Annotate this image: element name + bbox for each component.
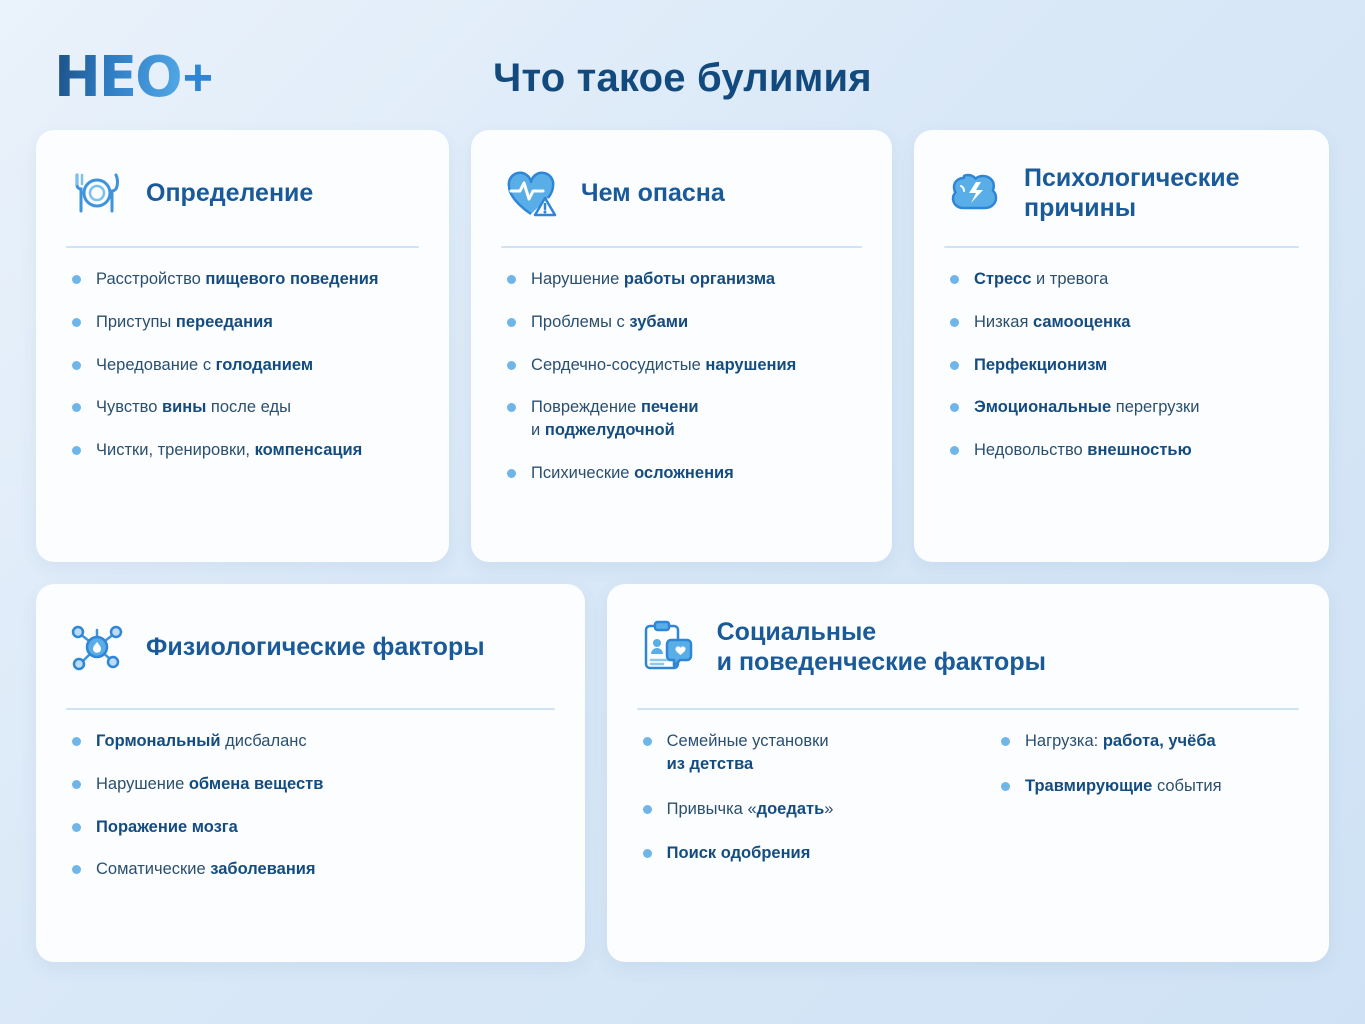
list-item: Расстройство пищевого поведения — [70, 268, 419, 291]
bullet-list — [66, 254, 419, 462]
page-title: Что такое булимия — [493, 56, 872, 100]
list-item: Нагрузка: работа, учёба — [999, 730, 1299, 753]
list-item: Привычка «доедать» — [641, 798, 955, 821]
logo-plus-icon: + — [182, 49, 212, 107]
list-item: Повреждение печени и поджелудочной — [505, 396, 862, 442]
cutlery-plate-icon — [66, 162, 128, 224]
bullet-list — [501, 254, 862, 485]
clipboard-chat-icon — [637, 616, 699, 678]
list-item: Семейные установки из детства — [641, 730, 955, 776]
list-item: Низкая самооценка — [948, 311, 1299, 334]
heart-pulse-warning-icon — [501, 162, 563, 224]
list-item: Перфекционизм — [948, 354, 1299, 377]
list-item: Поиск одобрения — [641, 842, 955, 865]
card-definition — [36, 130, 449, 562]
card-divider — [501, 246, 862, 248]
list-item: Приступы переедания — [70, 311, 419, 334]
cards-row-bottom — [36, 584, 1329, 962]
bullet-list — [66, 716, 555, 881]
list-item: Поражение мозга — [70, 816, 555, 839]
list-item: Чувство вины после еды — [70, 396, 419, 419]
card-title: Социальные и поведенческие факторы — [716, 617, 1046, 676]
list-item: Эмоциональные перегрузки — [948, 396, 1299, 419]
card-danger — [471, 130, 892, 562]
card-social-behavioral-factors — [607, 584, 1329, 962]
bullet-list — [944, 254, 1299, 462]
card-header — [501, 156, 862, 230]
card-divider — [66, 708, 555, 710]
card-divider — [66, 246, 419, 248]
card-title: Определение — [146, 178, 314, 207]
list-item: Проблемы с зубами — [505, 311, 862, 334]
list-item: Чистки, тренировки, компенсация — [70, 439, 419, 462]
logo-text: НЕО — [54, 45, 181, 110]
page-header — [36, 28, 1329, 120]
list-item: Нарушение работы организма — [505, 268, 862, 291]
card-header — [944, 156, 1299, 230]
list-item: Травмирующие события — [999, 775, 1299, 798]
list-item: Чередование с голоданием — [70, 354, 419, 377]
list-item: Стресс и тревога — [948, 268, 1299, 291]
card-title: Чем опасна — [581, 178, 725, 207]
cards-row-top — [36, 130, 1329, 562]
list-item: Недовольство внешностью — [948, 439, 1299, 462]
bullet-list-left — [637, 716, 955, 887]
card-header — [637, 610, 1299, 684]
card-title: Психологические причины — [1023, 163, 1240, 222]
card-header — [66, 610, 555, 684]
card-physiological-factors — [36, 584, 585, 962]
card-title: Физиологические факторы — [146, 632, 485, 661]
brain-lightning-icon — [944, 162, 1006, 224]
list-item: Нарушение обмена веществ — [70, 773, 555, 796]
bullet-columns — [637, 716, 1299, 887]
list-item: Психические осложнения — [505, 462, 862, 485]
list-item: Соматические заболевания — [70, 858, 555, 881]
card-divider — [944, 246, 1299, 248]
card-psychological-causes — [914, 130, 1329, 562]
list-item: Сердечно-сосудистые нарушения — [505, 354, 862, 377]
card-header — [66, 156, 419, 230]
molecule-icon — [66, 616, 128, 678]
bullet-list-right — [995, 716, 1299, 887]
card-divider — [637, 708, 1299, 710]
list-item: Гормональный дисбаланс — [70, 730, 555, 753]
